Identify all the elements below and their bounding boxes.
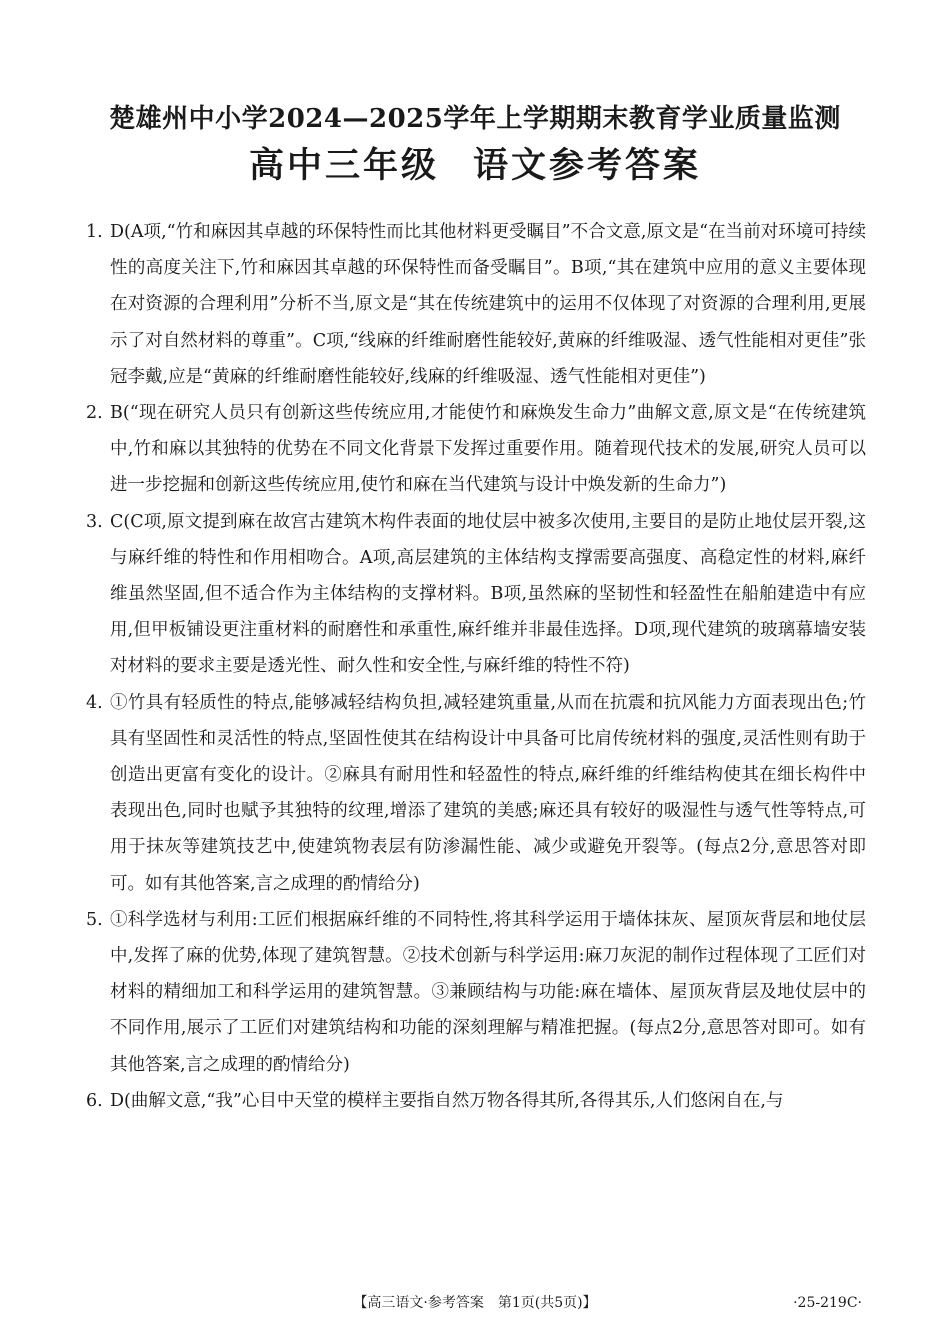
answer-item-3	[86, 504, 866, 685]
document-code: ·25-219C·	[793, 1295, 862, 1311]
answer-item-4	[86, 685, 866, 902]
question-number: 4.	[86, 692, 103, 713]
grade-label: 高中三年级	[248, 146, 439, 186]
question-number: 3.	[86, 511, 103, 532]
answer-list	[86, 214, 866, 1119]
question-number: 5.	[86, 909, 103, 930]
answer-text: ①科学选材与利用:工匠们根据麻纤维的不同特性,将其科学运用于墙体抹灰、屋顶灰背层和地仗层中,发挥了麻的优势,体现了建筑智慧。②技术创新与科学运用:麻刀灰泥的制作过程体现了工匠们对材料的精细加工和科学运用的建筑智慧。③兼顾结构与功能:麻在墙体、屋顶灰背层及地仗层中的不同作用,展示了工匠们对建筑结构和功能的深刻理解与精准把握。(每点2分,意思答对即可。如有其他答案,言之成理的酌情给分)	[110, 909, 866, 1075]
page-title	[0, 142, 950, 190]
answer-item-1	[86, 214, 866, 395]
answer-text: C(C项,原文提到麻在故宫古建筑木构件表面的地仗层中被多次使用,主要目的是防止地仗层开裂,这与麻纤维的特性和作用相吻合。A项,高层建筑的主体结构支撑需要高强度、高稳定性的材料,麻纤维虽然坚固,但不适合作为主体结构的支撑材料。B项,虽然麻的坚韧性和轻盈性在船舶建造中有应用,但甲板铺设更注重材料的耐磨性和承重性,麻纤维并非最佳选择。D项,现代建筑的玻璃幕墙安装对材料的要求主要是透光性、耐久性和安全性,与麻纤维的特性不符)	[110, 511, 866, 677]
answer-text: D(A项,“竹和麻因其卓越的环保特性而比其他材料更受瞩目”不合文意,原文是“在当前对环境可持续性的高度关注下,竹和麻因其卓越的环保特性而备受瞩目”。B项,“其在建筑中应用的意义主要体现在对资源的合理利用”分析不当,原文是“其在传统建筑中的运用不仅体现了对资源的合理利用,更展示了对自然材料的尊重”。C项,“线麻的纤维耐磨性能较好,黄麻的纤维吸湿、透气性能相对更佳”张冠李戴,应是“黄麻的纤维耐磨性能较好,线麻的纤维吸湿、透气性能相对更佳”)	[110, 222, 866, 387]
answer-item-6	[86, 1083, 866, 1119]
answer-text: B(“现在研究人员只有创新这些传统应用,才能使竹和麻焕发生命力”曲解文意,原文是“在传统建筑中,竹和麻以其独特的优势在不同文化背景下发挥过重要作用。随着现代技术的发展,研究人员可以进一步挖掘和创新这些传统应用,使竹和麻在当代建筑与设计中焕发新的生命力”)	[110, 403, 866, 496]
question-number: 1.	[86, 222, 103, 242]
page-number-label: 【高三语文·参考答案 第1页(共5页)】	[353, 1295, 597, 1311]
exam-title: 楚雄州中小学2024—2025学年上学期期末教育学业质量监测	[109, 104, 841, 134]
subject-label: 语文参考答案	[473, 146, 702, 186]
question-number: 6.	[86, 1090, 103, 1111]
answer-text: D(曲解文意,“我”心目中天堂的模样主要指自然万物各得其所,各得其乐,人们悠闲自在,与	[110, 1090, 784, 1111]
answer-text: ①竹具有轻质性的特点,能够减轻结构负担,减轻建筑重量,从而在抗震和抗风能力方面表现出色;竹具有坚固性和灵活性的特点,坚固性使其在结构设计中具备可比肩传统材料的强度,灵活性则有助于创造出更富有变化的设计。②麻具有耐用性和轻盈性的特点,麻纤维的纤维结构使其在细长构件中表现出色,同时也赋予其独特的纹理,增添了建筑的美感;麻还具有较好的吸湿性与透气性等特点,可用于抹灰等建筑技艺中,使建筑物表层有防渗漏性能、减少或避免开裂等。(每点2分,意思答对即可。如有其他答案,言之成理的酌情给分)	[110, 692, 866, 894]
answer-item-2	[86, 395, 866, 504]
question-number: 2.	[86, 403, 103, 424]
answer-item-5	[86, 902, 866, 1083]
